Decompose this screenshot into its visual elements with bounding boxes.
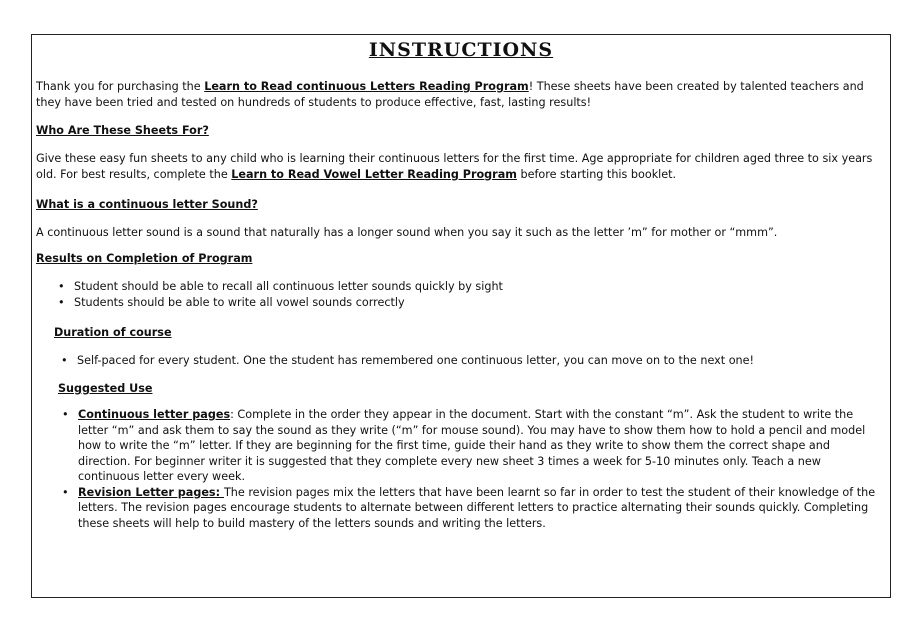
page-title: INSTRUCTIONS <box>368 39 554 61</box>
what-paragraph: A continuous letter sound is a sound that naturally has a longer sound when you say it such as the letter ’m” for mother or “mmm”. <box>36 226 778 239</box>
instructions-frame <box>31 34 891 598</box>
intro-text-before: Thank you for purchasing the <box>36 80 205 93</box>
what-heading: What is a continuous letter Sound? <box>36 198 258 211</box>
suggested-list <box>78 407 884 531</box>
results-list <box>74 279 884 310</box>
who-text-before: Give these easy fun sheets to any child who is learning their continuous letters for the first time. Age appropriate for children aged three to six years old. For best results, complete the <box>36 152 873 181</box>
who-paragraph <box>36 151 888 182</box>
list-item <box>78 485 884 532</box>
intro-text-after: ! These sheets have been created by talented teachers and they have been tried and tested on hundreds of students to produce effective, fast, lasting results! <box>36 80 864 109</box>
list-item: • Students should be able to write all vowel sounds correctly <box>74 295 884 311</box>
suggested-heading: Suggested Use <box>58 382 153 395</box>
list-item <box>78 407 884 485</box>
who-heading: Who Are These Sheets For? <box>36 124 209 137</box>
continuous-pages-label: Continuous letter pages <box>78 408 231 421</box>
who-text-after: before starting this booklet. <box>516 167 677 181</box>
intro-paragraph <box>36 79 888 110</box>
list-item: • Student should be able to recall all continuous letter sounds quickly by sight <box>74 279 884 295</box>
duration-list <box>77 353 877 369</box>
who-program-name: Learn to Read Vowel Letter Reading Program <box>231 167 517 181</box>
revision-pages-text: The revision pages mix the letters that have been learnt so far in order to test the student of their knowledge of the letters. The revision pages encourage students to alternate between different letters to practice alternating their sounds quickly. Completing these sheets will help to build mastery of the letters sounds and writing the letters. <box>78 485 876 530</box>
duration-heading: Duration of course <box>54 326 172 339</box>
continuous-pages-text: : Complete in the order they appear in the document. Start with the constant “m”. Ask the student to write the letter “m” and ask them to say the sound as they write (“m” for mouse sound). You may have to show them how to hold a pencil and model how to write the “m” letter. If they are beginning for the first time, guide their hand as they write to show them the correct shape and direction. For beginner writer it is suggested that they complete every new sheet 3 times a week for 5-10 minutes only. Teach a new continuous letter every week. <box>78 408 866 483</box>
intro-program-name: Learn to Read continuous Letters Reading Program <box>204 80 529 93</box>
list-item: • Self-paced for every student. One the student has remembered one continuous letter, you can move on to the next one! <box>77 353 877 369</box>
results-heading: Results on Completion of Program <box>36 252 253 265</box>
revision-pages-label: Revision Letter pages: <box>78 485 224 499</box>
